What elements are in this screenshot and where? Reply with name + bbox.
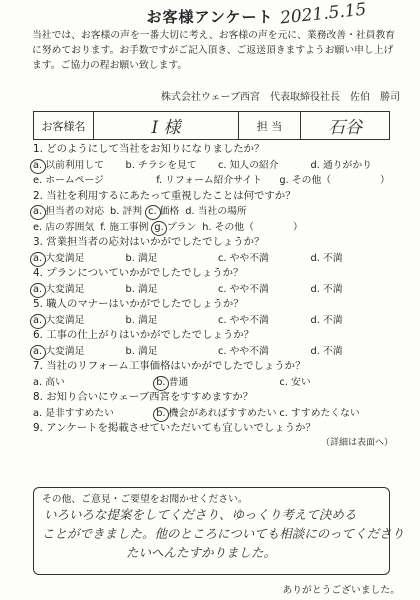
option-row	[33, 251, 403, 267]
answer-option-selected[interactable]: a. 大変満足	[33, 344, 126, 360]
answer-option[interactable]: c. 知人の紹介	[218, 159, 279, 171]
answer-option-selected[interactable]: a. 大変満足	[33, 282, 126, 298]
answer-option[interactable]: c. やや不満	[218, 345, 269, 357]
answer-option[interactable]: c. やや不満	[218, 252, 269, 264]
customer-name-value: I 様	[94, 112, 239, 139]
question-6: 6. 工事の仕上がりはいかがでしたでしょうか？	[33, 329, 255, 341]
question-8: 8. お知り合いにウェーブ西宮をすすめますか？	[33, 391, 254, 403]
answer-option-selected[interactable]: b. 機会があればすすめたい	[156, 406, 279, 422]
answer-option-selected[interactable]: a. 大変満足	[33, 313, 126, 329]
option-row	[33, 204, 403, 220]
answer-option[interactable]: g. その他（ ）	[279, 175, 390, 186]
question-note: （詳細は表面へ）	[320, 437, 393, 448]
question-1: 1. どのようにして当社をお知りになりましたか？	[33, 143, 265, 155]
answer-option[interactable]: f. 施工事例	[100, 221, 149, 233]
answer-option-selected[interactable]: g. プラン	[154, 220, 196, 236]
survey-title: お客様アンケート	[146, 8, 274, 26]
option-row	[33, 282, 403, 298]
question-9: 9. アンケートを掲載させていただいても宜しいでしょうか？	[33, 422, 316, 434]
answer-option[interactable]: h. その他（ ）	[202, 221, 303, 233]
answer-option[interactable]: e. 店の雰囲気	[33, 221, 95, 233]
question-3: 3. 営業担当者の応対はいかがでしたでしょうか？	[33, 236, 265, 248]
answer-option-selected[interactable]: b. 普通	[156, 375, 279, 391]
answer-option[interactable]: c. 安い	[279, 376, 311, 388]
answer-option[interactable]: c. やや不満	[218, 314, 269, 326]
answer-option[interactable]: b. 満足	[125, 314, 158, 326]
question-list	[33, 142, 403, 450]
answer-option[interactable]: c. すすめたくない	[279, 407, 360, 419]
comment-label: その他、ご意見・ご要望をお聞かせください。	[42, 494, 248, 505]
answer-option[interactable]: f. リフォーム紹介サイト	[156, 175, 262, 186]
answer-option[interactable]: d. 当社の場所	[185, 206, 247, 217]
option-row	[33, 344, 403, 360]
answer-option[interactable]: b. 評判	[110, 206, 143, 217]
staff-label: 担 当	[239, 112, 301, 139]
question-5: 5. 職人のマナーはいかがでしたでしょうか？	[33, 298, 244, 310]
answer-option[interactable]: b. チラシを見て	[125, 159, 197, 171]
answer-option[interactable]: b. 満足	[125, 345, 158, 357]
answer-option[interactable]: d. 不満	[310, 345, 343, 357]
answer-option-selected[interactable]: c. 価格	[148, 204, 179, 220]
option-row	[33, 173, 403, 189]
answer-option[interactable]: a. 是非すすめたい	[33, 407, 114, 419]
answer-option[interactable]: a. 高い	[33, 376, 65, 388]
answer-option[interactable]: d. 不満	[310, 314, 343, 326]
customer-info-box	[33, 111, 390, 140]
option-row	[33, 158, 403, 174]
handwritten-date: 2021.5.15	[279, 0, 368, 29]
option-row	[33, 313, 403, 329]
answer-option-selected[interactable]: a. 以前利用して	[33, 158, 126, 174]
comment-line: ことができました。他のところについても相談にのってくださり	[42, 526, 405, 541]
company-signature: 株式会社ウェーブ西宮 代表取締役社長 佐伯 勝司	[160, 92, 400, 103]
comment-line: たいへんたすかりました。	[126, 545, 277, 560]
option-row	[33, 220, 403, 236]
intro-text: 当社では、お客様の声を一番大切に考え、お客様の声を元に、業務改善・社員教育に努めております。お手数ですがご記入頂き、ご返送頂きますようお願い申し上げます。ご協力の程お願い致します。	[32, 30, 396, 71]
option-row	[33, 375, 403, 391]
question-4: 4. プランについていかがでしたでしょうか？	[33, 267, 244, 279]
answer-option[interactable]: d. 通りがかり	[310, 159, 372, 171]
answer-option[interactable]: c. やや不満	[218, 283, 269, 295]
answer-option-selected[interactable]: a. 担当者の対応	[33, 204, 104, 220]
customer-name-label: お客様名	[34, 112, 94, 139]
answer-option-selected[interactable]: a. 大変満足	[33, 251, 126, 267]
answer-option[interactable]: b. 満足	[125, 283, 158, 295]
answer-option[interactable]: e. ホームページ	[33, 175, 104, 186]
answer-option[interactable]: b. 満足	[125, 252, 158, 264]
question-2: 2. 当社を利用するにあたって重視したことは何ですか？	[33, 189, 296, 202]
answer-option[interactable]: d. 不満	[310, 283, 343, 295]
staff-value: 石谷	[328, 118, 362, 138]
question-7: 7. 当社のリフォーム工事価格はいかがでしたでしょうか？	[33, 360, 306, 372]
answer-option[interactable]: d. 不満	[310, 252, 343, 264]
comment-box	[33, 487, 405, 575]
comment-line: いろいろな提案をしてくださり、ゆっくり考えて決める	[44, 507, 357, 522]
option-row	[33, 406, 403, 422]
thanks-text: ありがとうございました。	[282, 585, 400, 596]
